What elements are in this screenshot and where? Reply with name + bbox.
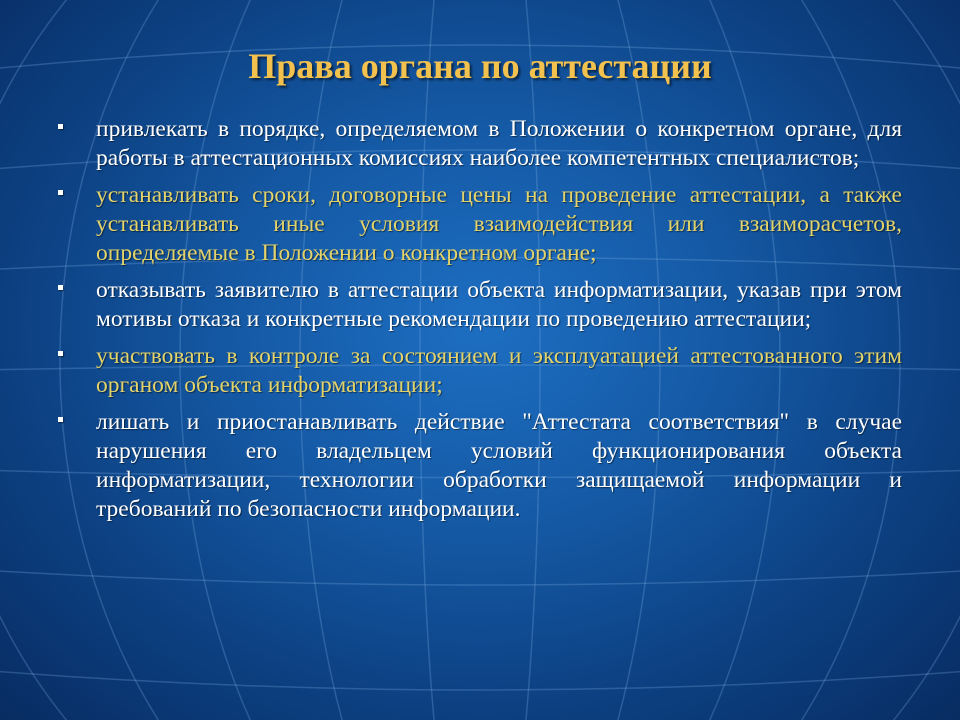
slide-title: Права органа по аттестации: [248, 46, 712, 86]
bullet-item: [52, 408, 902, 524]
bullet-text: устанавливать сроки, договорные цены на проведение аттестации, а также устанавливать иные условия взаимодействия или взаиморасчетов, определяемые в Положении о конкретном органе;: [96, 182, 902, 266]
bullet-item: [52, 276, 902, 334]
bullet-text: отказывать заявителю в аттестации объекта информатизации, указав при этом мотивы отказа и конкретные рекомендации по проведению аттестации;: [96, 277, 902, 332]
bullet-item: [52, 181, 902, 268]
square-bullet-icon: [58, 190, 63, 195]
bullet-item: [52, 342, 902, 400]
square-bullet-icon: [58, 417, 63, 422]
bullet-text: лишать и приостанавливать действие "Аттестата соответствия" в случае нарушения его владельцем условий функционирования объекта информатизации, технологии обработки защищаемой информации и требований по безопасности информации.: [96, 409, 902, 522]
bullet-text: участвовать в контроле за состоянием и эксплуатацией аттестованного этим органом объекта информатизации;: [96, 343, 902, 398]
bullet-list: [52, 115, 902, 532]
square-bullet-icon: [58, 351, 63, 356]
square-bullet-icon: [58, 285, 63, 290]
bullet-text: привлекать в порядке, определяемом в Положении о конкретном органе, для работы в аттестационных комиссиях наиболее компетентных специалистов;: [96, 116, 902, 171]
bullet-item: [52, 115, 902, 173]
square-bullet-icon: [58, 124, 63, 129]
